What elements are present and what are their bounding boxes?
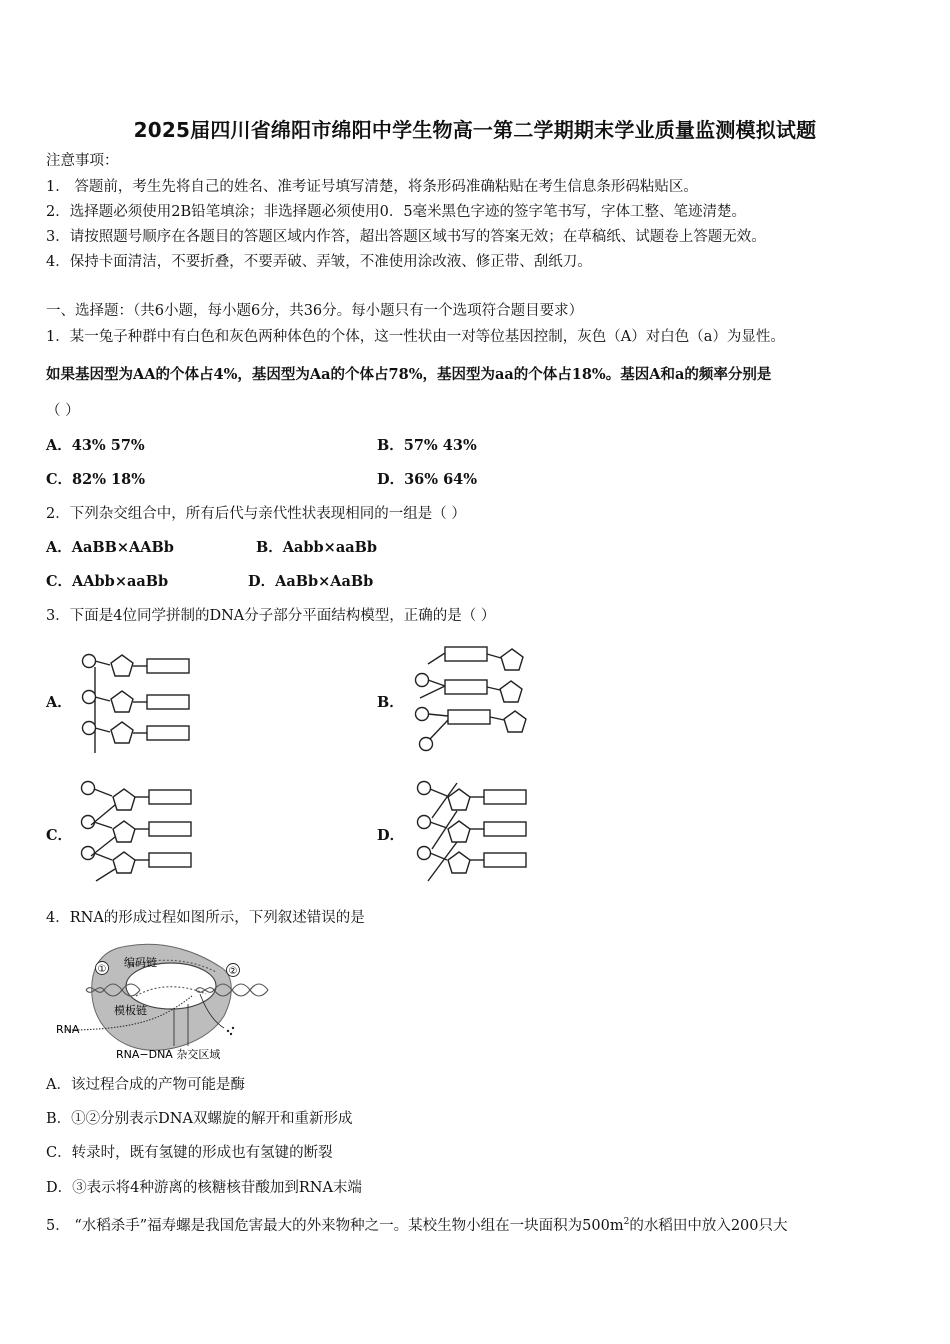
- dna-model-b: [412, 640, 532, 755]
- q1-option-a[interactable]: A．43% 57%: [46, 437, 145, 454]
- q1-stem-line1: 1．某一兔子种群中有白色和灰色两种体色的个体，这一性状由一对等位基因控制，灰色（A）对白色（a）为显性。: [46, 329, 785, 345]
- template-strand-label: 模板链: [114, 1004, 147, 1017]
- transcription-figure: [56, 938, 276, 1064]
- q5-stem-part2: 的水稻田中放入200只大: [629, 1217, 788, 1234]
- q4-option-b[interactable]: B．①②分别表示DNA双螺旋的解开和重新形成: [46, 1111, 353, 1127]
- q4-option-c[interactable]: C．转录时，既有氢键的形成也有氢键的断裂: [46, 1145, 333, 1161]
- q1-option-d[interactable]: D．36% 64%: [377, 471, 478, 488]
- marker-1-label: ①: [97, 964, 107, 975]
- q2-stem: 2．下列杂交组合中，所有后代与亲代性状表现相同的一组是（ ）: [46, 506, 466, 522]
- dna-model-a: [78, 650, 198, 760]
- q2-option-d[interactable]: D．AaBb×AaBb: [248, 573, 374, 590]
- rna-label: RNA: [56, 1023, 80, 1036]
- q3-option-c-label[interactable]: C．: [46, 827, 73, 844]
- q1-answer-bracket: （ ）: [46, 403, 80, 419]
- notice-item-3: 3．请按照题号顺序在各题目的答题区域内作答，超出答题区域书写的答案无效；在草稿纸、试题卷上答题无效。: [46, 229, 766, 245]
- q5-stem-line1: [46, 1213, 788, 1235]
- q4-option-d[interactable]: D．③表示将4种游离的核糖核苷酸加到RNA末端: [46, 1180, 362, 1196]
- q1-stem-line2: 如果基因型为AA的个体占4%，基因型为Aa的个体占78%，基因型为aa的个体占18%。基因A和a的频率分别是: [46, 366, 772, 383]
- q2-option-a[interactable]: A．AaBB×AABb: [46, 539, 174, 556]
- q5-stem-part1: 5． “水稻杀手”福寿螺是我国危害最大的外来物种之一。某校生物小组在一块面积为500m: [46, 1217, 624, 1234]
- q2-option-b[interactable]: B．Aabb×aaBb: [256, 539, 378, 556]
- q3-stem: 3．下面是4位同学拼制的DNA分子部分平面结构模型，正确的是（ ）: [46, 608, 496, 624]
- q3-option-b-label[interactable]: B．: [377, 694, 404, 711]
- q1-option-c[interactable]: C．82% 18%: [46, 471, 146, 488]
- notice-item-4: 4．保持卡面清洁，不要折叠，不要弄破、弄皱，不准使用涂改液、修正带、刮纸刀。: [46, 254, 592, 270]
- q3-option-d-label[interactable]: D．: [377, 827, 405, 844]
- q5-superscript: 2: [623, 1217, 630, 1227]
- marker-2-label: ②: [228, 966, 238, 977]
- notice-item-2: 2．选择题必须使用2B铅笔填涂；非选择题必须使用0．5毫米黑色字迹的签字笔书写，字体工整、笔迹清楚。: [46, 204, 747, 220]
- coding-strand-label: 编码链: [124, 956, 157, 969]
- dna-model-c: [78, 780, 198, 885]
- q4-stem: 4．RNA的形成过程如图所示，下列叙述错误的是: [46, 910, 365, 926]
- hybrid-region-label: RNA−DNA 杂交区域: [116, 1048, 221, 1061]
- q3-option-a-label[interactable]: A．: [46, 694, 72, 711]
- q1-option-b[interactable]: B．57% 43%: [377, 437, 477, 454]
- page-title: 2025届四川省绵阳市绵阳中学生物高一第二学期期末学业质量监测模拟试题: [133, 118, 817, 142]
- notice-item-1: 1． 答题前，考生先将自己的姓名、准考证号填写清楚，将条形码准确粘贴在考生信息条形码粘贴区。: [46, 179, 698, 195]
- q4-option-a[interactable]: A．该过程合成的产物可能是酶: [46, 1077, 245, 1093]
- notice-heading: 注意事项：: [46, 153, 119, 169]
- dna-model-d: [412, 780, 532, 885]
- q2-option-c[interactable]: C．AAbb×aaBb: [46, 573, 169, 590]
- section-heading: 一、选择题：（共6小题，每小题6分，共36分。每小题只有一个选项符合题目要求）: [46, 303, 584, 319]
